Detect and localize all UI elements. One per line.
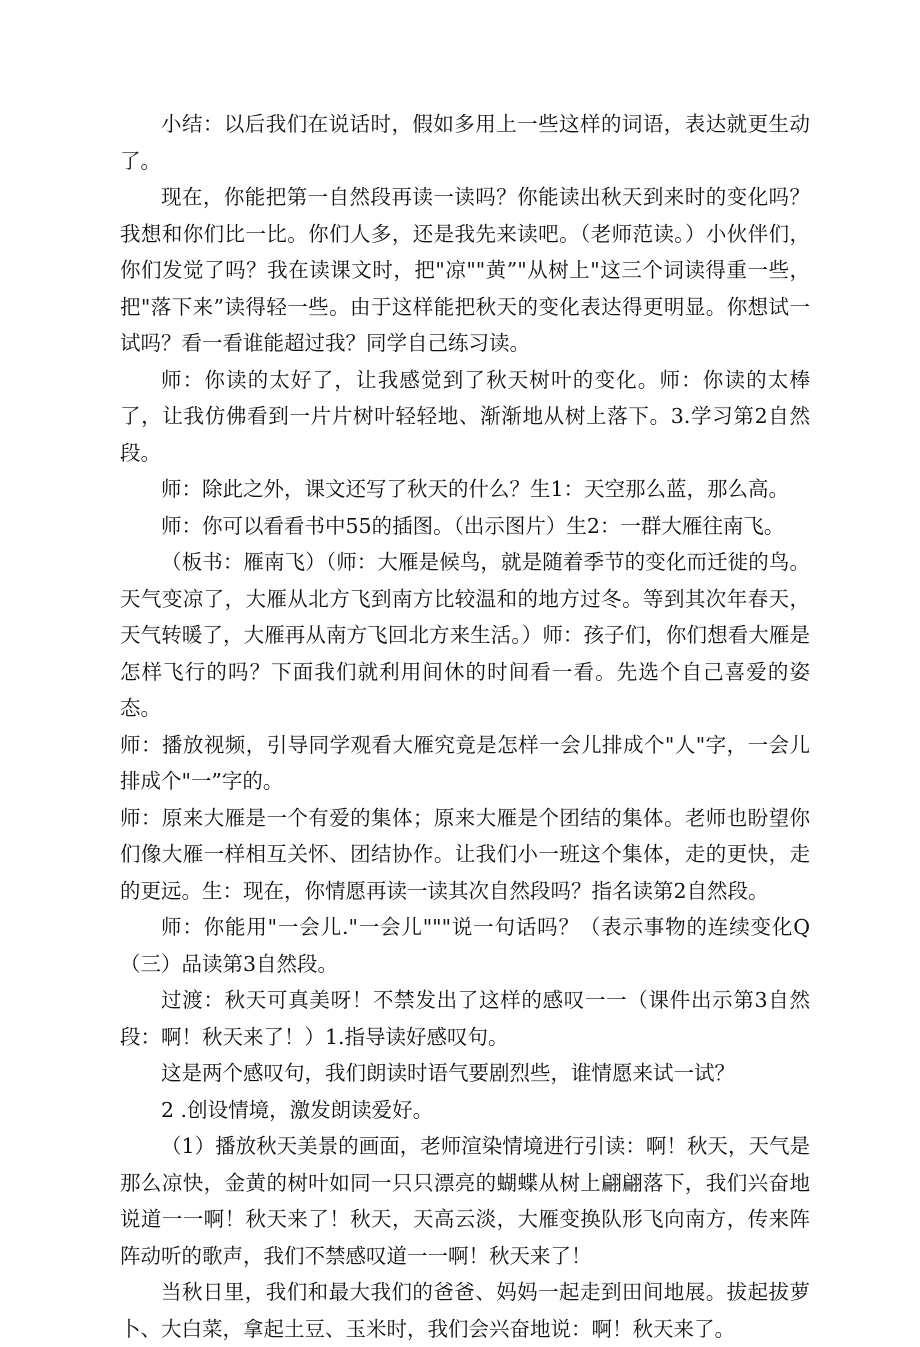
paragraph-sky: 师：除此之外，课文还写了秋天的什么？生1：天空那么蓝，那么高。 [161,477,790,501]
paragraph-video: 师：播放视频，引导同学观看大雁究竟是怎样一会儿排成个"人"字，一会儿排成个"一”字的。 [120,732,810,793]
paragraph-exclamation: 这是两个感叹句，我们朗读时语气要剧烈些，谁情愿来试一试？ [161,1061,735,1085]
paragraph-teacher-praise: 师：你读的太好了，让我感觉到了秋天树叶的变化。师：你读的太棒了，让我仿佛看到一片片树叶轻轻地、渐渐地从树上落下。3.学习第2自然段。 [120,367,810,465]
paragraph-wild-geese: （板书：雁南飞）（师：大雁是候鸟，就是随着季节的变化而迁徙的鸟。天气变凉了，大雁从北方飞到南方比较温和的地方过冬。等到其次年春天，天气转暖了，大雁再从南方飞回北方来生活。）师：孩子们，你们想看大雁是怎样飞行的吗？下面我们就利用间休的时间看一看。先选个自己喜爱的姿态。 [120,550,810,720]
paragraph-scenario-heading: 2 .创设情境，激发朗读爱好。 [161,1097,434,1122]
paragraph-illustration: 师：你可以看看书中55的插图。（出示图片）生2：一群大雁往南飞。 [161,513,785,538]
paragraph-sentence-practice: 师：你能用"一会儿."一会儿"""说一句话吗？（表示事物的连续变化Q（三）品读第3自然段。 [120,915,810,976]
paragraph-collective: 师：原来大雁是一个有爱的集体；原来大雁是个团结的集体。老师也盼望你们像大雁一样相互关怀、团结协作。让我们小一班这个集体，走的更快，走的更远。生：现在，你情愿再读一读其次自然段吗？指名读第2自然段。 [120,805,810,903]
paragraph-guided-reading: （1）播放秋天美景的画面，老师渲染情境进行引读：啊！秋天，天气是那么凉快，金黄的树叶如同一只只漂亮的蝴蝶从树上翩翩落下，我们兴奋地说道一一啊！秋天来了！秋天，天高云淡，大雁变换队形飞向南方，传来阵阵动听的歌声，我们不禁感叹道一一啊！秋天来了！ [120,1134,810,1268]
paragraph-transition: 过渡：秋天可真美呀！不禁发出了这样的感叹一一（课件出示第3自然段：啊！秋天来了！）1.指导读好感叹句。 [120,988,810,1049]
paragraph-harvest: 当秋日里，我们和最大我们的爸爸、妈妈一起走到田间地展。拔起拔萝卜、大白菜，拿起土豆、玉米时，我们会兴奋地说：啊！秋天来了。 [120,1280,810,1341]
document-page [120,106,810,1347]
paragraph-summary: 小结：以后我们在说话时，假如多用上一些这样的词语，表达就更生动了。 [120,112,810,173]
paragraph-reading: 现在，你能把第一自然段再读一读吗？你能读出秋天到来时的变化吗？我想和你们比一比。你们人多，还是我先来读吧。（老师范读。）小伙伴们，你们发觉了吗？我在读课文时，把"凉""黄”"从树上"这三个词读得重一些，把"落下来”读得轻一些。由于这样能把秋天的变化表达得更明显。你想试一试吗？看一看谁能超过我？同学自己练习读。 [120,185,810,355]
